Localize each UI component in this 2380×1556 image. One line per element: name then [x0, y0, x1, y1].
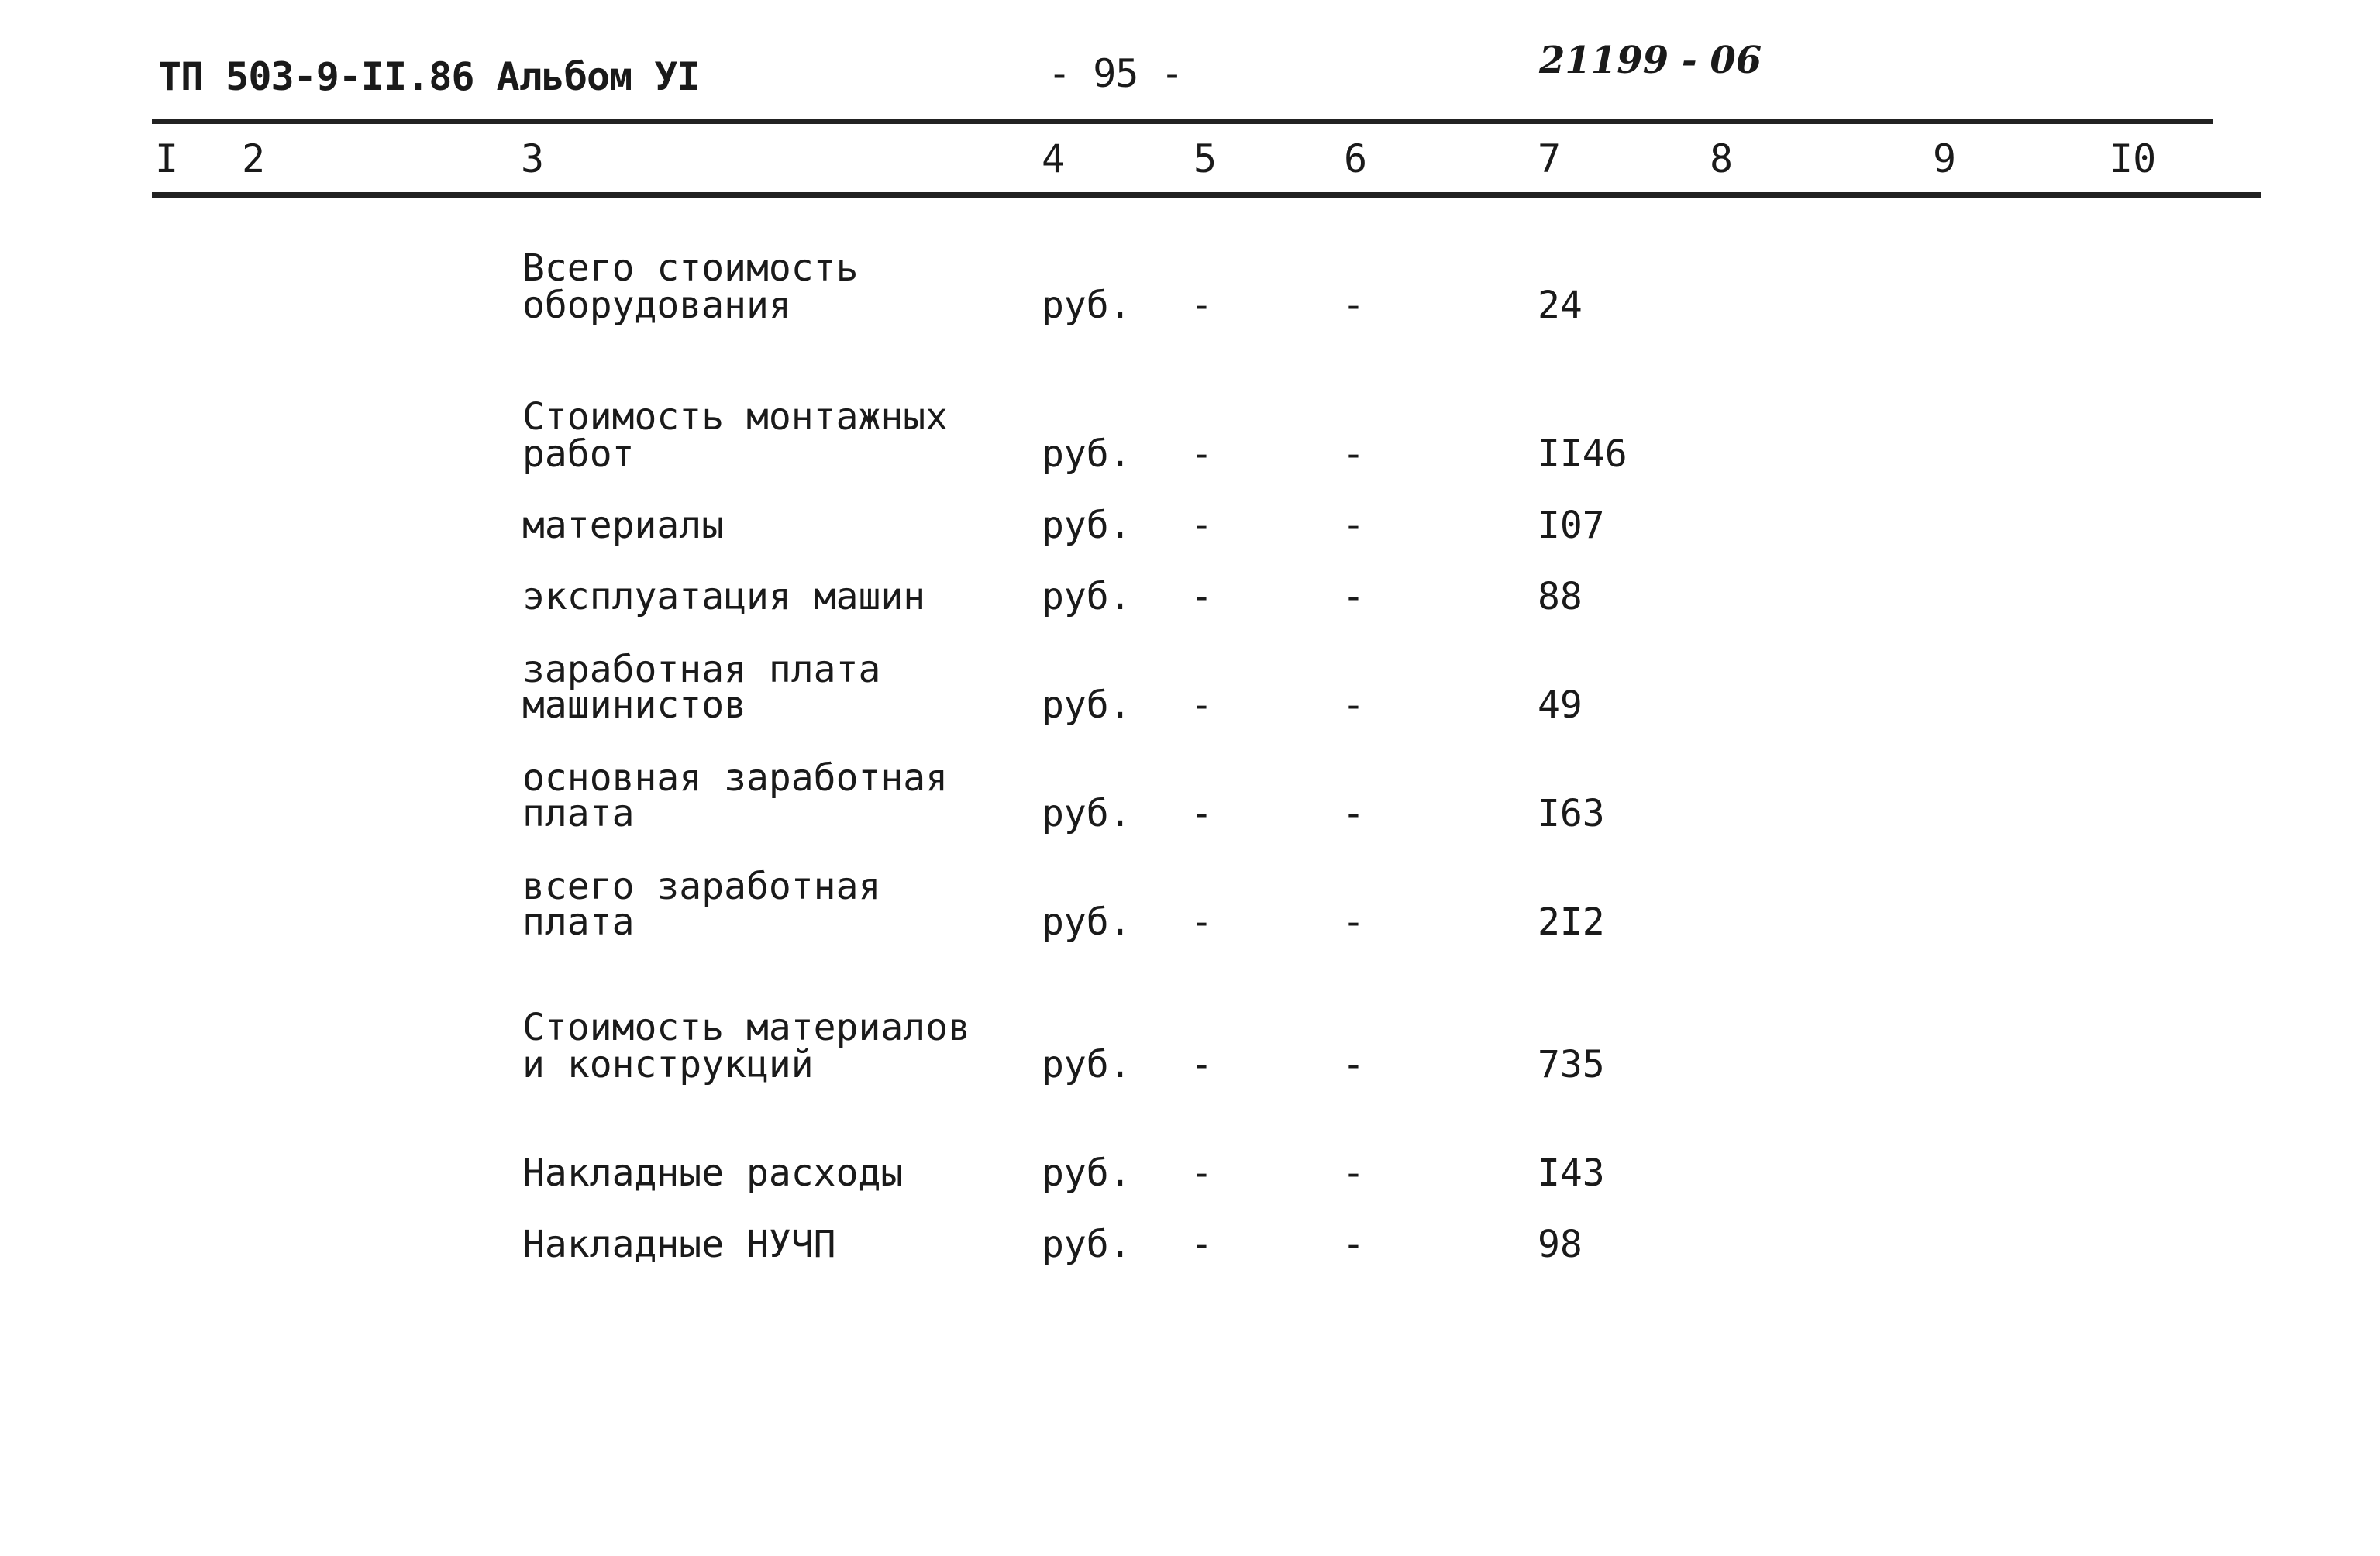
row-col6: -: [1342, 1152, 1365, 1195]
row-col5: -: [1190, 900, 1213, 944]
row-col5: -: [1190, 792, 1213, 835]
column-number: 7: [1538, 136, 1562, 181]
row-col6: -: [1342, 900, 1365, 944]
column-header-rule: [152, 192, 2261, 198]
row-unit: руб.: [1042, 1152, 1131, 1195]
row-unit: руб.: [1042, 900, 1131, 944]
row-value: I07: [1538, 504, 1605, 547]
row-col5: -: [1190, 284, 1213, 327]
row-col5: -: [1190, 683, 1213, 727]
column-number: 6: [1344, 136, 1368, 181]
row-name-line1: заработная плата: [522, 648, 881, 691]
row-name: материалы: [522, 504, 725, 547]
row-value: I43: [1538, 1152, 1605, 1195]
column-number: 4: [1042, 136, 1066, 181]
row-name-line1: Стоимость монтажных: [522, 395, 949, 439]
column-number: 2: [242, 136, 266, 181]
row-unit: руб.: [1042, 504, 1131, 547]
column-number: I0: [2110, 136, 2157, 181]
row-col5: -: [1190, 432, 1213, 476]
row-name-line2: машинистов: [522, 683, 746, 727]
row-unit: руб.: [1042, 792, 1131, 835]
row-unit: руб.: [1042, 1223, 1131, 1266]
row-col6: -: [1342, 1043, 1365, 1086]
column-number: I: [155, 136, 179, 181]
row-value: 24: [1538, 284, 1583, 327]
top-rule: [152, 119, 2213, 124]
row-value: 2I2: [1538, 900, 1605, 944]
row-name-line1: всего заработная: [522, 865, 881, 908]
row-value: I63: [1538, 792, 1605, 835]
row-col5: -: [1190, 1223, 1213, 1266]
document-reference: ТП 503-9-II.86 Альбом УI: [158, 54, 700, 99]
row-col6: -: [1342, 504, 1365, 547]
row-col5: -: [1190, 1043, 1213, 1086]
column-number: 5: [1193, 136, 1218, 181]
row-unit: руб.: [1042, 683, 1131, 727]
row-col6: -: [1342, 1223, 1365, 1266]
page-number: - 95 -: [1048, 51, 1183, 96]
row-col5: -: [1190, 1152, 1213, 1195]
row-name: Накладные расходы: [522, 1152, 904, 1195]
row-name-line2: оборудования: [522, 284, 791, 327]
column-number: 8: [1710, 136, 1734, 181]
handwritten-code: 21199 - 06: [1539, 39, 1762, 82]
row-value: 98: [1538, 1223, 1583, 1266]
row-name-line1: Стоимость материалов: [522, 1006, 970, 1049]
column-number: 3: [521, 136, 545, 181]
column-number: 9: [1933, 136, 1957, 181]
row-unit: руб.: [1042, 1043, 1131, 1086]
row-col6: -: [1342, 683, 1365, 727]
row-col6: -: [1342, 284, 1365, 327]
row-name-line2: работ: [522, 432, 635, 476]
row-col5: -: [1190, 575, 1213, 618]
row-unit: руб.: [1042, 575, 1131, 618]
row-value: 735: [1538, 1043, 1605, 1086]
row-value: 88: [1538, 575, 1583, 618]
row-name: Накладные НУЧП: [522, 1223, 836, 1266]
row-unit: руб.: [1042, 432, 1131, 476]
row-col6: -: [1342, 432, 1365, 476]
row-value: II46: [1538, 432, 1627, 476]
row-col6: -: [1342, 792, 1365, 835]
row-name-line2: и конструкций: [522, 1043, 814, 1086]
row-name: эксплуатация машин: [522, 575, 926, 618]
row-name-line2: плата: [522, 792, 635, 835]
row-col6: -: [1342, 575, 1365, 618]
row-col5: -: [1190, 504, 1213, 547]
row-name-line1: основная заработная: [522, 756, 949, 800]
row-name-line1: Всего стоимость: [522, 246, 859, 290]
row-unit: руб.: [1042, 284, 1131, 327]
row-name-line2: плата: [522, 900, 635, 944]
row-value: 49: [1538, 683, 1583, 727]
